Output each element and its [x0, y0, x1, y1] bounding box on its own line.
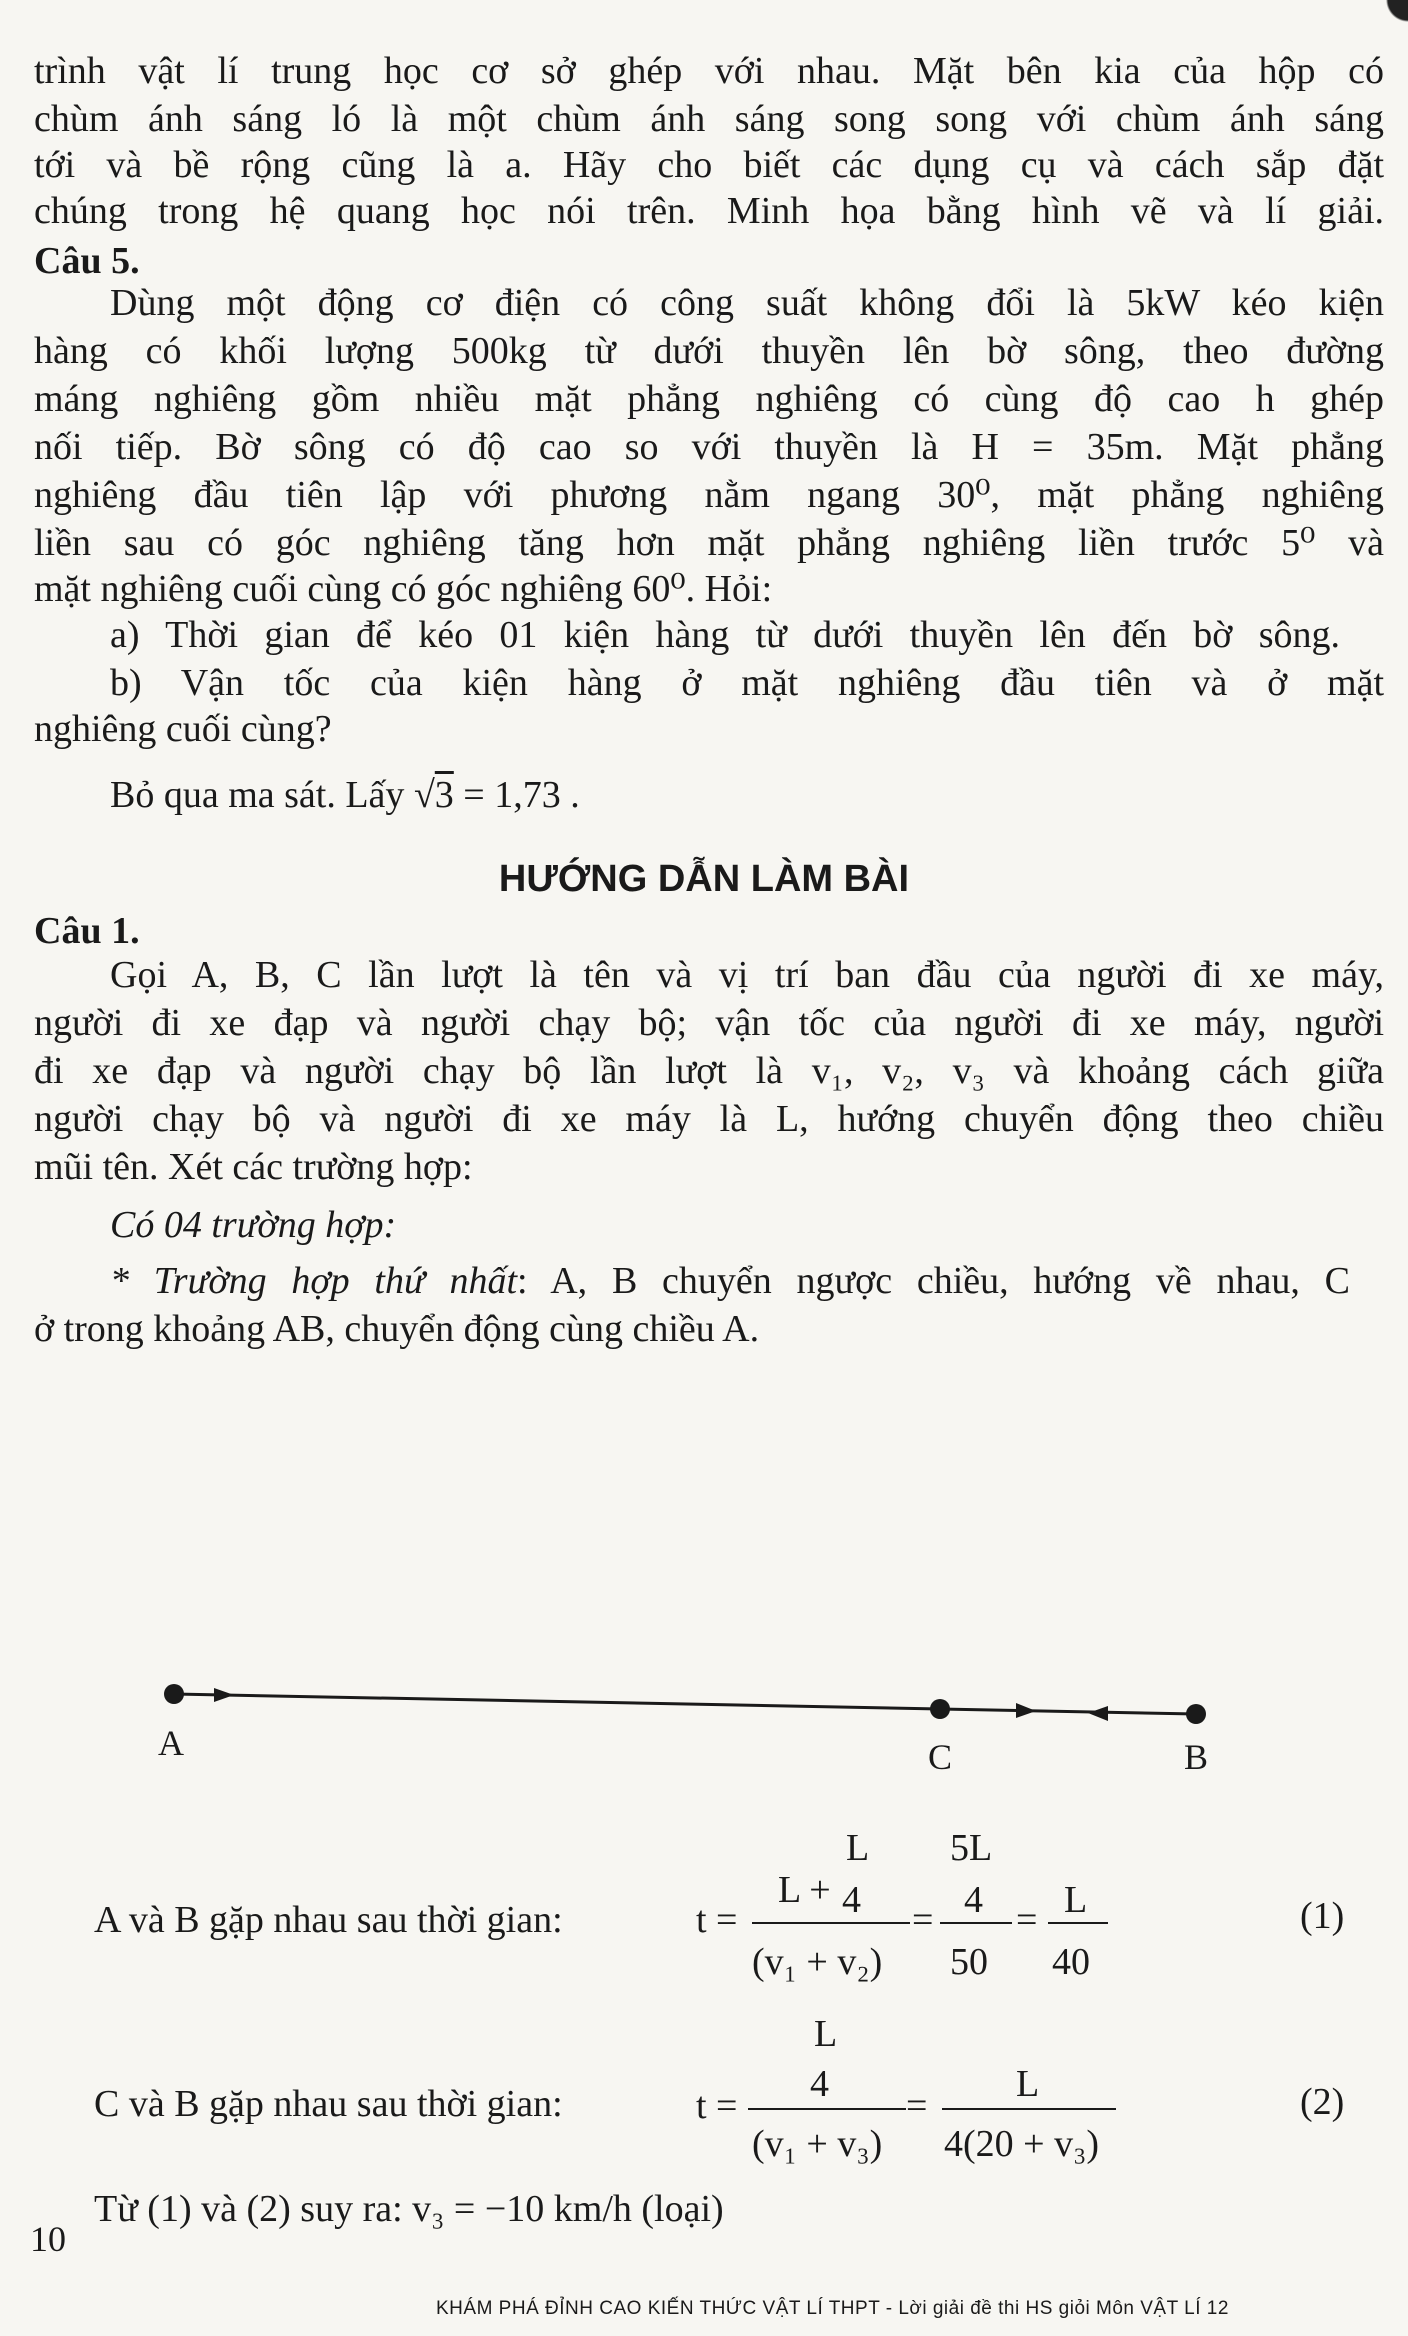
body-line-1: trình vật lí trung học cơ sở ghép với nhau. Mặt bên kia của hộp có — [34, 50, 1384, 92]
cau1-line-5: mũi tên. Xét các trường hợp: — [34, 1146, 473, 1188]
eq1-numerator: L + — [778, 1869, 831, 1911]
eq2-inner-den: 4 — [810, 2063, 829, 2105]
cau5-line-7: mặt nghiêng cuối cùng có góc nghiêng 60⁰. Hỏi: — [34, 568, 773, 610]
arrow-c-right-icon — [1016, 1703, 1036, 1718]
case1-text: : A, B chuyển ngược chiều, hướng về nhau, C — [517, 1260, 1350, 1302]
eq1-num-4: 4 — [964, 1879, 983, 1921]
eq2-frac-bar-2 — [942, 2108, 1116, 2110]
eq1-den-40: 40 — [1052, 1941, 1090, 1983]
eq1-num-5l: 5L — [950, 1827, 993, 1869]
body-line-3: tới và bề rộng cũng là a. Hãy cho biết các dụng cụ và cách sắp đặt — [34, 144, 1384, 186]
sqrt-sign: √ — [413, 774, 435, 816]
label-c: C — [928, 1737, 953, 1777]
eq1-prefix: A và B gặp nhau sau thời gian: — [94, 1899, 563, 1941]
sqrt-radicand: 3 — [434, 774, 454, 816]
conclusion: Từ (1) và (2) suy ra: v₃ = −10 km/h (loại) — [94, 2188, 724, 2230]
cau1-line-2: người đi xe đạp và người chạy bộ; vận tốc của người đi xe máy, người — [34, 1002, 1384, 1044]
eq1-inner-num: L — [846, 1827, 870, 1869]
case1-line-1 — [110, 1258, 1350, 1304]
label-b: B — [1184, 1737, 1209, 1777]
cau5-line-4: nối tiếp. Bờ sông có độ cao so với thuyền là H = 35m. Mặt phẳng — [34, 426, 1384, 468]
eq1-frac-bar-2 — [940, 1922, 1012, 1924]
eq2-t: t = — [696, 2085, 738, 2127]
eq1-equals-1: = — [912, 1899, 934, 1941]
eq2-equals: = — [906, 2085, 928, 2127]
eq2-den: 4(20 + v₃) — [944, 2123, 1099, 2165]
label-a: A — [158, 1723, 184, 1763]
eq2-prefix: C và B gặp nhau sau thời gian: — [94, 2083, 563, 2125]
eq2-denominator: (v₁ + v₃) — [752, 2123, 883, 2165]
point-c — [930, 1699, 950, 1719]
eq1-t: t = — [696, 1899, 738, 1941]
guide-heading: HƯỚNG DẪN LÀM BÀI — [498, 858, 910, 900]
eq1-frac-bar-3 — [1048, 1922, 1108, 1924]
cases-intro: Có 04 trường hợp: — [110, 1204, 397, 1246]
eq1-frac-bar-1 — [752, 1922, 910, 1924]
arrow-b-left-icon — [1088, 1706, 1108, 1721]
cau1-line-1: Gọi A, B, C lần lượt là tên và vị trí ban đầu của người đi xe máy, — [110, 954, 1384, 996]
cau5-note-pre: Bỏ qua ma sát. Lấy — [110, 774, 414, 816]
cau5-line-6: liền sau có góc nghiêng tăng hơn mặt phẳng nghiêng liền trước 5⁰ và — [34, 522, 1384, 564]
cau5-note-post: = 1,73 . — [453, 774, 580, 816]
motion-diagram — [150, 1680, 1230, 1790]
point-b — [1186, 1704, 1206, 1724]
cau1-line-4: người chạy bộ và người đi xe máy là L, hướng chuyển động theo chiều — [34, 1098, 1384, 1140]
eq1-equals-2: = — [1016, 1899, 1038, 1941]
track-line — [174, 1694, 1196, 1714]
cau1-title: Câu 1. — [34, 910, 140, 952]
point-a — [164, 1684, 184, 1704]
eq1-den-50: 50 — [950, 1941, 988, 1983]
arrow-a-right-icon — [214, 1688, 234, 1702]
eq1-inner-den: 4 — [842, 1879, 861, 1921]
body-line-2: chùm ánh sáng ló là một chùm ánh sáng song song với chùm ánh sáng — [34, 98, 1384, 140]
cau5-line-5: nghiêng đầu tiên lập với phương nằm ngang 30⁰, mặt phẳng nghiêng — [34, 474, 1384, 516]
cau5-part-a: a) Thời gian để kéo 01 kiện hàng từ dưới thuyền lên đến bờ sông. — [110, 614, 1340, 656]
cau5-title: Câu 5. — [34, 240, 140, 282]
eq1-num-l: L — [1064, 1879, 1088, 1921]
eq1-tag: (1) — [1300, 1895, 1345, 1937]
cau1-line-3: đi xe đạp và người chạy bộ lần lượt là v₁, v₂, v₃ và khoảng cách giữa — [34, 1050, 1384, 1092]
cau5-note — [110, 772, 580, 818]
body-line-4: chúng trong hệ quang học nói trên. Minh họa bằng hình vẽ và lí giải. — [34, 190, 1384, 232]
eq2-inner-num: L — [814, 2013, 838, 2055]
eq1-denominator: (v₁ + v₂) — [752, 1941, 883, 1983]
page-number: 10 — [30, 2219, 66, 2259]
cau5-line-1: Dùng một động cơ điện có công suất không đổi là 5kW kéo kiện — [110, 282, 1384, 324]
eq2-tag: (2) — [1300, 2081, 1345, 2123]
case1-label: * Trường hợp thứ nhất — [110, 1260, 518, 1302]
page-footer: KHÁM PHÁ ĐỈNH CAO KIẾN THỨC VẬT LÍ THPT - Lời giải đề thi HS giỏi Môn VẬT LÍ 12 — [436, 2298, 1229, 2319]
eq2-num-l: L — [1016, 2063, 1040, 2105]
case1-line-2: ở trong khoảng AB, chuyển động cùng chiều A. — [34, 1308, 760, 1350]
cau5-part-b-1: b) Vận tốc của kiện hàng ở mặt nghiêng đầu tiên và ở mặt — [110, 662, 1384, 704]
cau5-line-3: máng nghiêng gồm nhiều mặt phẳng nghiêng có cùng độ cao h ghép — [34, 378, 1384, 420]
eq2-frac-bar-1 — [748, 2108, 906, 2110]
cau5-line-2: hàng có khối lượng 500kg từ dưới thuyền lên bờ sông, theo đường — [34, 330, 1384, 372]
cau5-part-b-2: nghiêng cuối cùng? — [34, 708, 332, 750]
page-corner-mark — [1368, 0, 1408, 40]
